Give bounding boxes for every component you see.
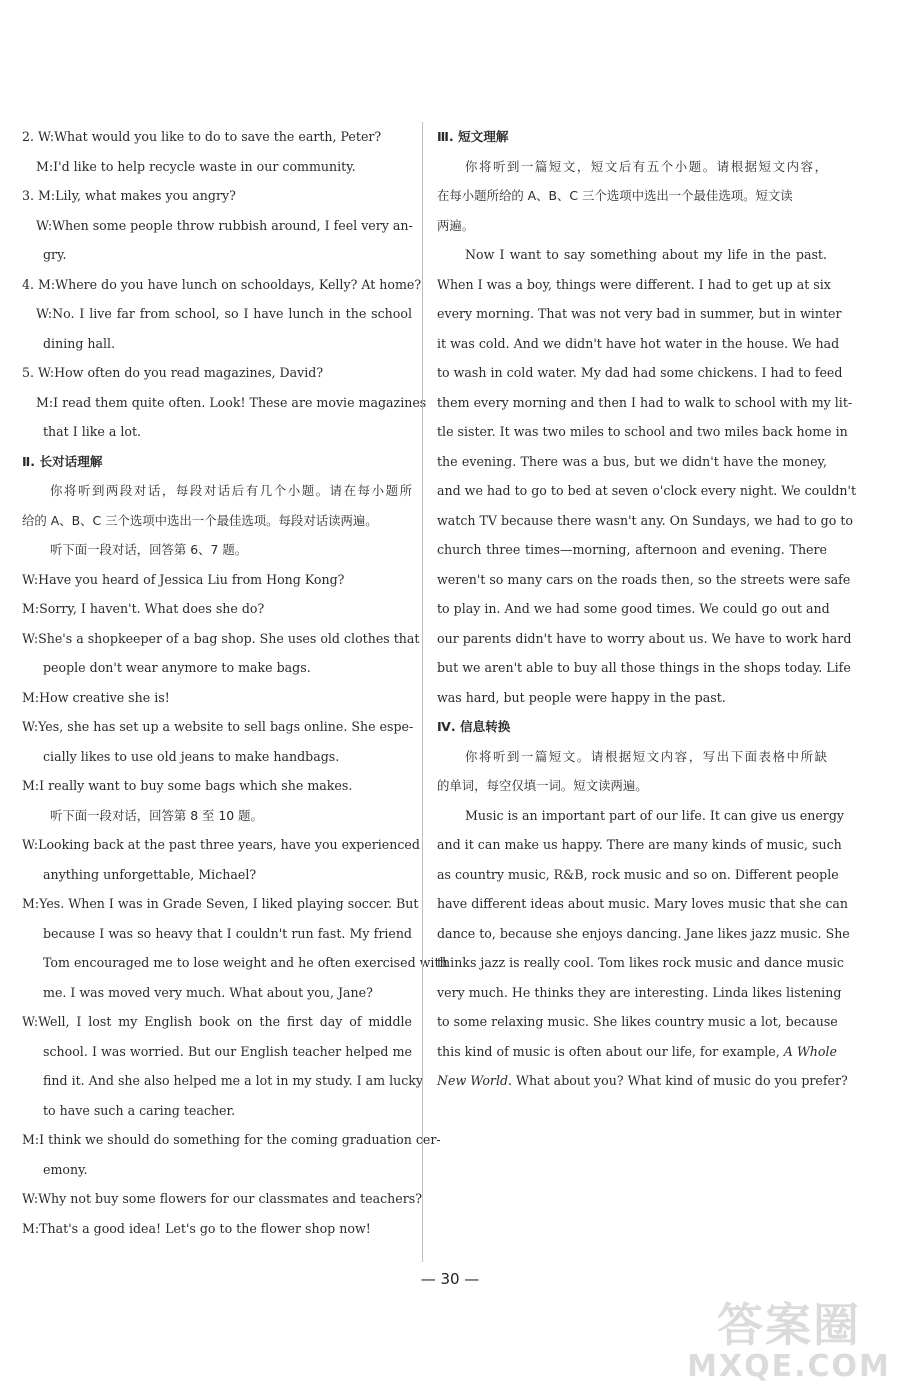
text-line: to some relaxing music. She likes country music a lot, because [437, 1014, 838, 1029]
text-line: every morning. That was not very bad in summer, but in winter [437, 306, 842, 321]
text-line: as country music, R&B, rock music and so on. Different people [437, 866, 839, 882]
text-line: M:I read them quite often. Look! These are movie magazines [36, 394, 427, 410]
text-run: . What about you? What kind of music do you prefer? [508, 1073, 848, 1088]
text-line: dance to, because she enjoys dancing. Jane likes jazz music. She [437, 925, 850, 941]
text-line: dining hall. [43, 335, 116, 351]
text-line: our parents didn't have to worry about us. We have to work hard [437, 630, 852, 646]
text-line: have different ideas about music. Mary loves music that she can [437, 896, 849, 911]
text-line: it was cold. And we didn't have hot water in the house. We had [437, 335, 840, 351]
text-line: M:Sorry, I haven't. What does she do? [22, 601, 265, 616]
text-line: Ⅱ. 长对话理解 [22, 453, 103, 469]
text-run: this kind of music is often about our life, for example, [437, 1043, 780, 1059]
text-line: emony. [43, 1161, 88, 1177]
text-line: to have such a caring teacher. [43, 1102, 236, 1118]
text-line: M:I really want to buy some bags which she makes. [22, 778, 353, 793]
text-line: them every morning and then I had to walk to school with my lit- [437, 394, 853, 410]
text-line: 两遍。 [437, 217, 475, 233]
text-line: M:How creative she is! [22, 689, 170, 705]
watermark-logo [684, 1300, 894, 1386]
text-line: 你将听到两段对话，每段对话后有几个小题。请在每小题所 [50, 483, 412, 498]
text-line: W:No. I live far from school, so I have lunch in the school [36, 306, 412, 321]
text-line: the evening. There was a bus, but we didn't have the money, [437, 453, 827, 469]
text-line: 在每小题所给的 A、B、C 三个选项中选出一个最佳选项。短文读 [437, 188, 793, 203]
text-line: 给的 A、B、C 三个选项中选出一个最佳选项。每段对话读两遍。 [22, 512, 378, 528]
text-line: W:Why not buy some flowers for our classmates and teachers? [22, 1191, 422, 1206]
text-line: 2. W:What would you like to do to save the earth, Peter? [22, 129, 382, 144]
text-line: and we had to go to bed at seven o'clock every night. We couldn't [437, 483, 857, 498]
text-line: anything unforgettable, Michael? [43, 866, 257, 882]
text-line: tle sister. It was two miles to school and two miles back home in [437, 424, 848, 439]
text-line: cially likes to use old jeans to make handbags. [43, 748, 340, 764]
text-line: that I like a lot. [43, 424, 142, 439]
text-line: was hard, but people were happy in the past. [437, 689, 726, 705]
page-number: — 30 — [420, 1270, 480, 1288]
italic-title: A Whole [779, 1043, 837, 1059]
text-line: watch TV because there wasn't any. On Sundays, we had to go to [437, 512, 853, 528]
text-line: weren't so many cars on the roads then, so the streets were safe [437, 571, 851, 587]
left-column [22, 122, 448, 1243]
text-line: church three times—morning, afternoon and evening. There [437, 542, 827, 557]
text-line: me. I was moved very much. What about you, Jane? [43, 984, 373, 1000]
text-line: M:I think we should do something for the coming graduation cer- [22, 1132, 441, 1147]
text-line: W:When some people throw rubbish around, I feel very an- [36, 217, 413, 233]
text-line: 听下面一段对话，回答第 6、7 题。 [50, 542, 248, 557]
text-line: 你将听到一篇短文。请根据短文内容，写出下面表格中所缺 [465, 748, 827, 764]
text-line: W:Yes, she has set up a website to sell bags online. She espe- [22, 719, 414, 734]
text-line: gry. [43, 247, 67, 262]
text-line: W:Looking back at the past three years, have you experienced [22, 837, 420, 852]
text-line: Ⅲ. 短文理解 [437, 129, 509, 144]
text-line: and it can make us happy. There are many kinds of music, such [437, 837, 842, 852]
column-divider [422, 122, 423, 1262]
text-line: 的单词，每空仅填一词。短文读两遍。 [437, 778, 648, 793]
right-column [437, 122, 857, 1096]
text-line: M:I'd like to help recycle waste in our community. [36, 158, 356, 174]
watermark-bottom: MXQE.COM [687, 1349, 891, 1384]
text-line: M:That's a good idea! Let's go to the flower shop now! [22, 1220, 371, 1236]
text-line: but we aren't able to buy all those things in the shops today. Life [437, 660, 851, 675]
text-line: W:Have you heard of Jessica Liu from Hong Kong? [22, 571, 345, 587]
text-line: very much. He thinks they are interesting. Linda likes listening [437, 984, 842, 1000]
text-line: Ⅳ. 信息转换 [437, 719, 511, 734]
text-line: people don't wear anymore to make bags. [43, 660, 311, 675]
italic-title: New World [437, 1073, 509, 1088]
text-line: thinks jazz is really cool. Tom likes rock music and dance music [437, 955, 844, 970]
text-line: because I was so heavy that I couldn't run fast. My friend [43, 925, 412, 941]
text-line: W:Well, I lost my English book on the first day of middle [22, 1014, 412, 1029]
text-line: W:She's a shopkeeper of a bag shop. She uses old clothes that [22, 630, 420, 646]
text-line: Now I want to say something about my life in the past. [465, 247, 827, 262]
text-line: 5. W:How often do you read magazines, David? [22, 365, 324, 380]
text-line: 听下面一段对话，回答第 8 至 10 题。 [50, 807, 263, 823]
text-line [437, 1066, 848, 1096]
text-line: find it. And she also helped me a lot in my study. I am lucky [43, 1073, 424, 1088]
text-line: 3. M:Lily, what makes you angry? [22, 188, 236, 203]
text-line: 4. M:Where do you have lunch on schooldays, Kelly? At home? [22, 276, 422, 292]
text-line: school. I was worried. But our English teacher helped me [43, 1043, 412, 1059]
text-line: Tom encouraged me to lose weight and he often exercised with [43, 955, 448, 970]
text-line: M:Yes. When I was in Grade Seven, I liked playing soccer. But [22, 896, 419, 911]
text-line: to play in. And we had some good times. We could go out and [437, 601, 830, 616]
text-line: Music is an important part of our life. It can give us energy [465, 807, 845, 823]
text-line: 你将听到一篇短文，短文后有五个小题。请根据短文内容， [465, 158, 827, 174]
text-line: to wash in cold water. My dad had some chickens. I had to feed [437, 365, 843, 380]
text-line [437, 1037, 837, 1067]
text-line: When I was a boy, things were different. I had to get up at six [437, 276, 831, 292]
watermark-top: 答案圈 [717, 1298, 861, 1352]
